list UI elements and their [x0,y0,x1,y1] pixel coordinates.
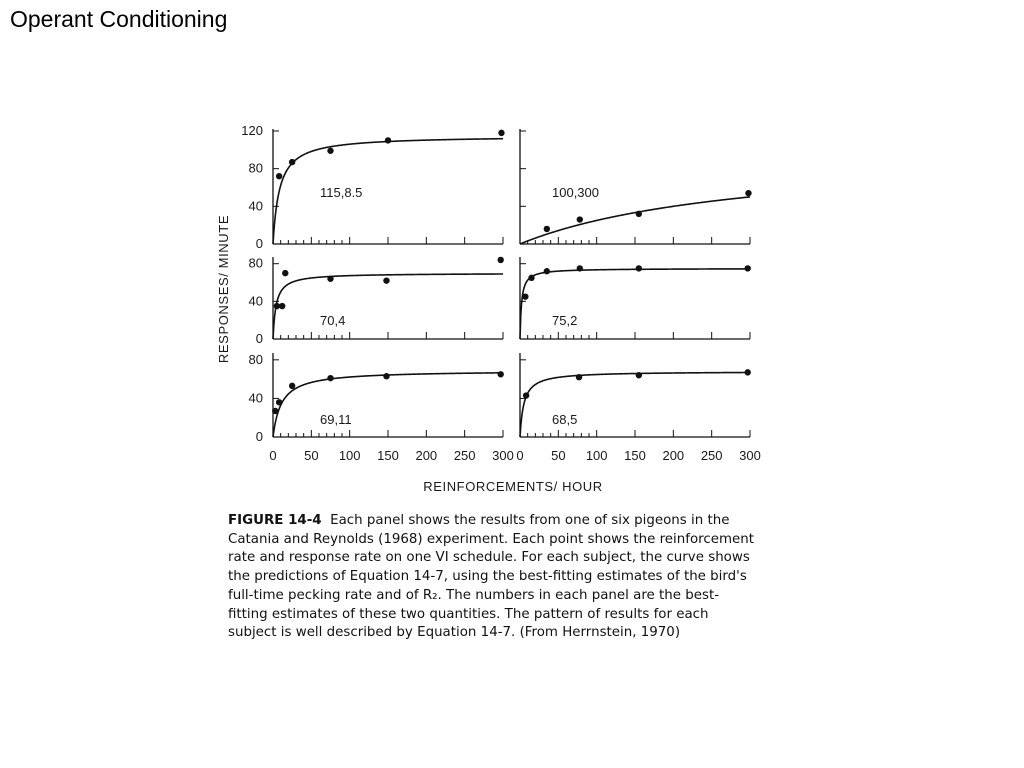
fit-curve [520,372,750,437]
y-tick-label: 0 [255,331,263,346]
x-tick-label: 100 [338,448,361,463]
data-point [528,275,534,281]
x-tick-label: 250 [700,448,723,463]
panel-parameter-label: 75,2 [552,313,578,328]
data-point [272,408,278,414]
y-tick-label: 80 [248,351,263,367]
panel-parameter-label: 70,4 [320,313,346,328]
x-axis-title: REINFORCEMENTS/ HOUR [423,479,603,494]
data-point [276,399,282,405]
data-point [577,216,583,222]
y-tick-label: 40 [248,198,263,214]
panel-parameter-label: 100,300 [552,185,599,200]
fit-curve [273,274,503,339]
x-tick-label: 0 [269,448,277,463]
data-point [522,293,528,299]
data-point [327,375,333,381]
data-point [636,372,642,378]
x-tick-label: 50 [551,448,566,463]
data-point [498,371,504,377]
data-point [279,303,285,309]
data-point [276,173,282,179]
data-point [383,373,389,379]
x-tick-label: 150 [377,448,399,463]
y-tick-label: 0 [255,429,263,444]
data-point [636,265,642,271]
data-point [282,270,288,276]
data-point [745,369,751,375]
data-point [523,392,529,398]
slide-title: Operant Conditioning [10,6,228,32]
fit-curve [520,197,750,244]
panel-parameter-label: 115,8.5 [320,185,363,200]
data-point [327,276,333,282]
data-point [636,211,642,217]
x-tick-label: 200 [662,448,685,463]
x-tick-label: 0 [516,448,524,463]
data-point [577,265,583,271]
y-tick-label: 80 [248,255,263,271]
x-tick-label: 50 [304,448,319,463]
caption-text: Each panel shows the results from one of six pigeons in the Catania and Reynolds (1968) experiment. Each point shows the reinforcement rate and response rate on one VI schedule. For each subject, the curve shows the predictions of Equation 14-7, using the best-fitting estimates of the bird's full-time pecking rate and of R₂. The numbers in each panel are the best-fitting estimates of these two quantities. The pattern of results for each subject is well described by Equation 14-7. (From Herrnstein, 1970) [228,513,754,641]
data-point [383,277,389,283]
data-point [498,130,504,136]
y-axis-title: RESPONSES/ MINUTE [216,214,231,364]
fit-curve [520,269,750,339]
y-tick-label: 0 [255,236,263,251]
caption-label: FIGURE 14-4 [228,513,322,528]
fit-curve [273,373,503,437]
x-tick-label: 300 [739,448,761,463]
x-tick-label: 250 [453,448,476,463]
y-tick-label: 40 [248,293,263,309]
data-point [576,374,582,380]
data-point [745,265,751,271]
data-point [385,137,391,143]
x-tick-label: 300 [492,448,514,463]
data-point [289,383,295,389]
y-tick-label: 120 [241,123,263,138]
fit-curve [273,139,503,244]
figure-caption [228,512,758,643]
x-tick-label: 100 [585,448,608,463]
panel-parameter-label: 69,11 [320,412,352,427]
y-tick-label: 40 [248,390,263,406]
data-point [745,190,751,196]
y-tick-label: 80 [248,160,263,176]
data-point [544,268,550,274]
x-tick-label: 200 [415,448,438,463]
data-point [327,148,333,154]
panel-parameter-label: 68,5 [552,412,578,427]
data-point [498,257,504,263]
data-point [544,226,550,232]
data-point [289,159,295,165]
x-tick-label: 150 [624,448,646,463]
